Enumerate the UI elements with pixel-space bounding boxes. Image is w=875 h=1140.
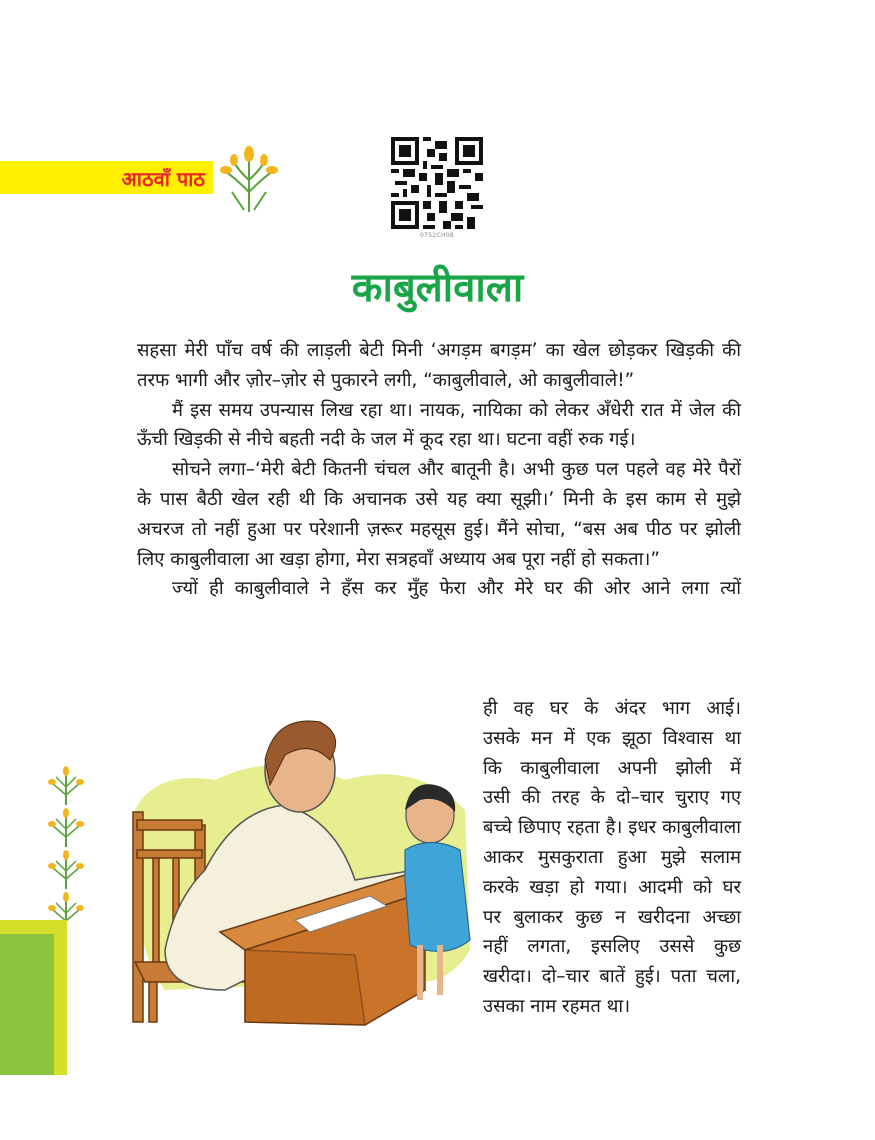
wheat-column-decoration-icon <box>44 765 88 935</box>
paragraph-4-start: ज्यों ही काबुलीवाले ने हँस कर मुँह फेरा और मेरे घर की ओर आने लगा त्यों <box>172 578 741 600</box>
wrapped-line: कि काबुलीवाला अपनी झोली में <box>483 757 741 779</box>
paragraph-3: सोचने लगा–‘मेरी बेटी कितनी चंचल और बातूनी है। अभी कुछ पल पहले वह मेरे पैरों के पास बैठी खेल रही थी कि अचानक उसे यह क्या सूझी।’ मिनी के इस काम से मुझे अचरज तो नहीं हुआ पर परेशानी ज़रूर महसूस हुई। मैंने सोचा, “बस अब पीठ पर झोली लिए काबुलीवाला आ खड़ा होगा, मेरा सत्रहवाँ अध्याय अब पूरा नहीं हो सकता।” <box>137 459 741 570</box>
chapter-band <box>0 161 213 194</box>
wrapped-line: बच्चे छिपाए रहता है। इधर काबुलीवाला <box>483 817 741 839</box>
wrapped-paragraph <box>483 694 741 1022</box>
wrapped-line: पर बुलाकर कुछ न खरीदना अच्छा <box>483 906 741 928</box>
wrapped-line: उसी की तरह के दो–चार चुराए गए <box>483 787 741 809</box>
body-text <box>137 336 741 604</box>
page-title: काबुलीवाला <box>351 265 524 311</box>
paragraph-2: मैं इस समय उपन्यास लिख रहा था। नायक, नायिका को लेकर अँधेरी रात में जेल की ऊँची खिड़की से नीचे बहती नदी के जल में कूद रहा था। घटना वहीं रुक गई। <box>137 399 741 451</box>
paragraph-1: सहसा मेरी पाँच वर्ष की लाड़ली बेटी मिनी ‘अगड़म बगड़म’ का खेल छोड़कर खिड़की की तरफ भागी और ज़ोर–ज़ोर से पुकारने लगी, “काबुलीवाले, ओ काबुलीवाले!” <box>137 340 741 391</box>
wrapped-line: नहीं लगता, इसलिए उससे कुछ <box>483 936 741 958</box>
decorative-green-block-inner <box>0 934 54 1075</box>
illustration-man-at-desk-with-girl <box>125 700 475 1040</box>
wrapped-line: उसका नाम रहमत था। <box>483 995 631 1017</box>
qr-code-label: 0752CH08 <box>419 232 454 239</box>
wrapped-line: उसके मन में एक झूठा विश्वास था <box>483 727 741 749</box>
chapter-label: आठवाँ पाठ <box>121 167 205 191</box>
wrapped-line: आकर मुसकुराता हुआ मुझे सलाम <box>483 846 741 868</box>
wheat-decoration-icon <box>214 142 284 214</box>
wrapped-line: खरीदा। दो–चार बातें हुई। पता चला, <box>483 966 741 988</box>
wrapped-line: करके खड़ा हो गया। आदमी को घर <box>483 876 741 898</box>
qr-code-icon <box>391 137 483 229</box>
wrapped-line: ही वह घर के अंदर भाग आई। <box>483 698 741 719</box>
